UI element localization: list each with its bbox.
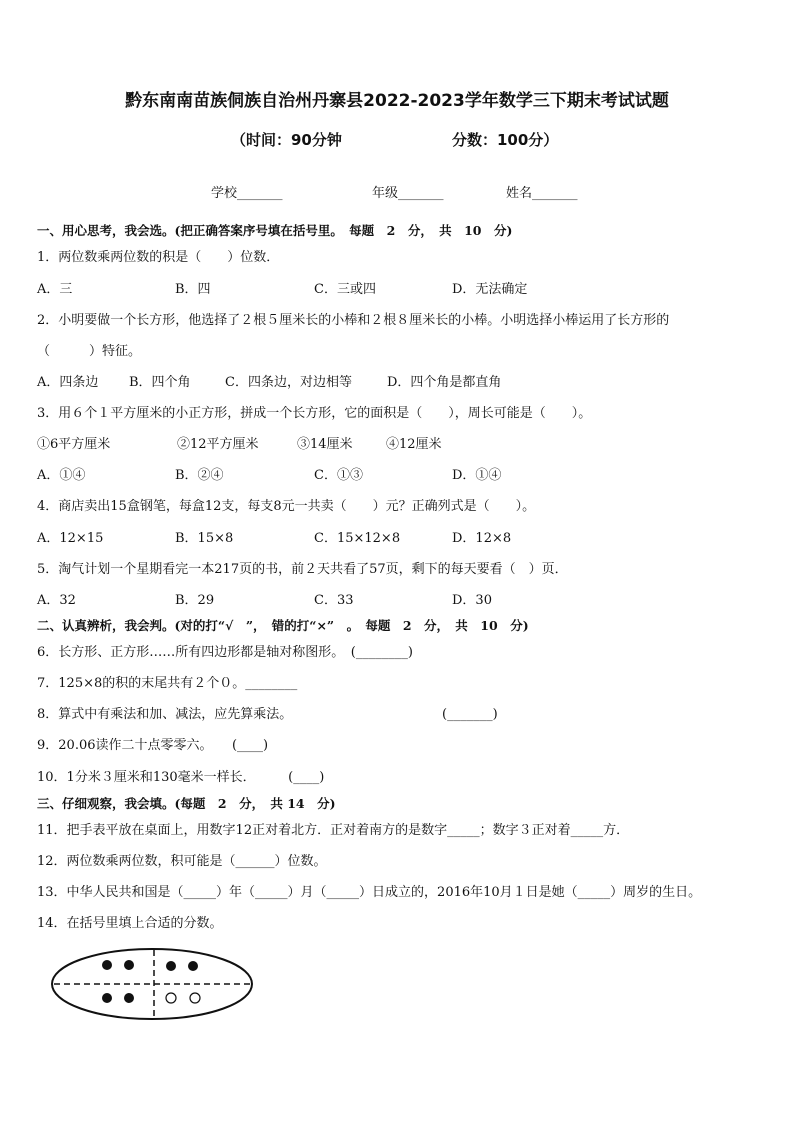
filled-dot bbox=[166, 961, 176, 971]
q1-option-b[interactable]: B．四 bbox=[175, 282, 211, 297]
school-field[interactable]: 学校_______ bbox=[211, 186, 283, 201]
q1-option-a[interactable]: A．三 bbox=[37, 282, 73, 297]
question-5: 5．淘气计划一个星期看完一本217页的书，前２天共看了57页，剩下的每天要看（ ）页． bbox=[37, 562, 568, 577]
q2-option-c[interactable]: C．四条边，对边相等 bbox=[225, 375, 352, 390]
filled-dot bbox=[188, 961, 198, 971]
section2-heading: 二、认真辨析，我会判。(对的打“√ ”， 错的打“×” 。 每题 2 分， 共 10 分) bbox=[37, 618, 529, 633]
q3-choice-4: ④12厘米 bbox=[386, 437, 442, 452]
q5-option-c[interactable]: C．33 bbox=[314, 593, 354, 608]
name-field[interactable]: 姓名_______ bbox=[506, 186, 578, 201]
filled-dot bbox=[124, 993, 134, 1003]
q3-option-b[interactable]: B．②④ bbox=[175, 468, 224, 483]
q3-option-c[interactable]: C．①③ bbox=[314, 468, 363, 483]
filled-dot bbox=[102, 993, 112, 1003]
q3-choice-2: ②12平方厘米 bbox=[177, 437, 259, 452]
exam-score: 分数：100分） bbox=[452, 131, 559, 149]
q4-option-b[interactable]: B．15×8 bbox=[175, 531, 234, 546]
question-14: 14．在括号里填上合适的分数。 bbox=[37, 916, 223, 931]
q5-option-a[interactable]: A．32 bbox=[37, 593, 76, 608]
q3-option-d[interactable]: D．①④ bbox=[452, 468, 502, 483]
question-12: 12．两位数乘两位数，积可能是（______）位数。 bbox=[37, 854, 327, 869]
question-3: 3．用６个１平方厘米的小正方形，拼成一个长方形，它的面积是（ ），周长可能是（ ）。 bbox=[37, 406, 592, 421]
exam-time: （时间：90分钟 bbox=[231, 131, 342, 149]
q4-option-c[interactable]: C．15×12×8 bbox=[314, 531, 401, 546]
q1-option-c[interactable]: C．三或四 bbox=[314, 282, 376, 297]
question-2-cont: （ ）特征。 bbox=[37, 344, 142, 359]
grade-field[interactable]: 年级_______ bbox=[372, 186, 444, 201]
hollow-dot bbox=[190, 993, 200, 1003]
q2-option-b[interactable]: B．四个角 bbox=[129, 375, 191, 390]
q2-option-a[interactable]: A．四条边 bbox=[37, 375, 99, 390]
q5-option-d[interactable]: D．30 bbox=[452, 593, 492, 608]
q5-option-b[interactable]: B．29 bbox=[175, 593, 215, 608]
filled-dot bbox=[102, 960, 112, 970]
question-11: 11．把手表平放在桌面上，用数字12正对着北方．正对着南方的是数字_____；数字３正对着_____方． bbox=[37, 823, 630, 838]
question-8: 8．算式中有乘法和加、减法，应先算乘法。 bbox=[37, 707, 293, 722]
question-4: 4．商店卖出15盒钢笔，每盒12支，每支8元一共卖（ ）元？正确列式是（ ）。 bbox=[37, 499, 536, 514]
q8-answer-blank[interactable]: (_______) bbox=[442, 707, 498, 722]
q2-option-d[interactable]: D．四个角是都直角 bbox=[387, 375, 502, 390]
q4-option-d[interactable]: D．12×8 bbox=[452, 531, 512, 546]
question-6: 6．长方形、正方形……所有四边形都是轴对称图形。 (________) bbox=[37, 645, 413, 660]
question-9: 9．20.06读作二十点零零六。 (____) bbox=[37, 738, 269, 753]
section1-heading: 一、用心思考，我会选。(把正确答案序号填在括号里。 每题 2 分， 共 10 分) bbox=[37, 223, 513, 238]
filled-dot bbox=[124, 960, 134, 970]
q3-choice-3: ③14厘米 bbox=[297, 437, 353, 452]
ellipse-outline bbox=[52, 949, 252, 1019]
section3-heading: 三、仔细观察，我会填。(每题 2 分， 共 14 分) bbox=[37, 796, 336, 811]
question-1: 1．两位数乘两位数的积是（ ）位数． bbox=[37, 250, 280, 265]
dot-ellipse-figure bbox=[50, 944, 256, 1024]
question-2: 2．小明要做一个长方形，他选择了２根５厘米长的小棒和２根８厘米长的小棒。小明选择小棒运用了长方形的 bbox=[37, 313, 670, 328]
hollow-dot bbox=[166, 993, 176, 1003]
q3-option-a[interactable]: A．①④ bbox=[37, 468, 86, 483]
exam-title: 黔东南南苗族侗族自治州丹寨县2022-2023学年数学三下期末考试试题 bbox=[125, 91, 669, 111]
q1-option-d[interactable]: D．无法确定 bbox=[452, 282, 528, 297]
q3-choice-1: ①6平方厘米 bbox=[37, 437, 111, 452]
question-10: 10．1分米３厘米和130毫米一样长． (____) bbox=[37, 770, 325, 785]
q4-option-a[interactable]: A．12×15 bbox=[37, 531, 104, 546]
question-13: 13．中华人民共和国是（_____）年（_____）月（_____）日成立的，2016年10月１日是她（_____）周岁的生日。 bbox=[37, 885, 702, 900]
question-7: 7．125×8的积的末尾共有２个０。________ bbox=[37, 676, 298, 691]
